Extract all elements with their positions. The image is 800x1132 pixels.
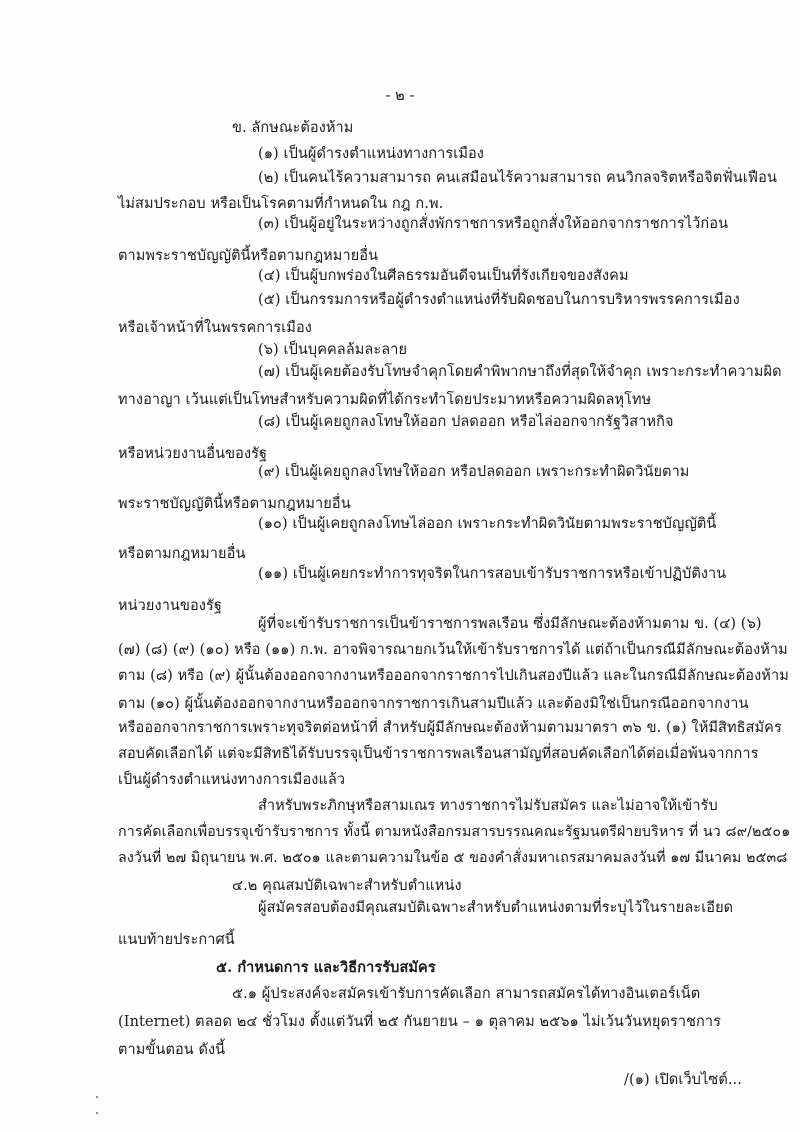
paragraph-line: ผู้สมัครสอบต้องมีคุณสมบัติเฉพาะสำหรับตำแหน่งตามที่ระบุไว้ในรายละเอียด [258,900,734,916]
continuation-note: /(๑) เปิดเว็บไซต์... [624,1072,742,1088]
text-line: หรือตามกฎหมายอื่น [118,546,246,562]
section-heading-prohibited: ข. ลักษณะต้องห้าม [232,120,354,136]
text-line: (๗) เป็นผู้เคยต้องรับโทษจำคุกโดยคำพิพากษาถึงที่สุดให้จำคุก เพราะกระทำความผิด [258,364,782,380]
paragraph-line: ตาม (๘) หรือ (๙) ผู้นั้นต้องออกจากงานหรือออกจากราชการไปเกินสองปีแล้ว และในกรณีมีลักษณะต้องห้าม [118,668,789,684]
text-line: (๖) เป็นบุคคลล้มละลาย [258,342,408,358]
text-line: หรือเจ้าหน้าที่ในพรรคการเมือง [118,320,312,336]
paragraph-line: ลงวันที่ ๒๗ มิถุนายน พ.ศ. ๒๕๐๑ และตามความในข้อ ๕ ของคำสั่งมหาเถรสมาคมลงวันที่ ๑๗ มีนาคม ๒๕๓๘ [118,850,788,866]
text-line: หรือหน่วยงานอื่นของรัฐ [118,446,268,462]
paragraph-line: ตามขั้นตอน ดังนี้ [118,1042,226,1058]
paragraph-line: สอบคัดเลือกได้ แต่จะมีสิทธิได้รับบรรจุเป็นข้าราชการพลเรือนสามัญที่สอบคัดเลือกได้ต่อเมื่อพ้นจากการ [118,746,759,762]
subsection-heading: ๔.๒ คุณสมบัติเฉพาะสำหรับตำแหน่ง [232,878,462,894]
paragraph-line: การคัดเลือกเพื่อบรรจุเข้ารับราชการ ทั้งนี้ ตามหนังสือกรมสารบรรณคณะรัฐมนตรีฝ่ายบริหาร ที่ นว ๘๙/๒๕๐๑ [118,824,791,840]
paragraph-line: หรือออกจากราชการเพราะทุจริตต่อหน้าที่ สำหรับผู้มีลักษณะต้องห้ามตามมาตรา ๓๖ ข. (๑) ให้มีสิทธิสมัคร [118,720,782,736]
section-heading-schedule: ๕. กำหนดการ และวิธีการรับสมัคร [216,959,436,976]
text-line: (๒) เป็นคนไร้ความสามารถ คนเสมือนไร้ความสามารถ คนวิกลจริตหรือจิตฟั่นเฟือน [258,170,777,186]
text-line: (๙) เป็นผู้เคยถูกลงโทษให้ออก หรือปลดออก เพราะกระทำผิดวินัยตาม [258,464,690,480]
text-line: ไม่สมประกอบ หรือเป็นโรคตามที่กำหนดใน กฎ ก.พ. [118,196,444,212]
paragraph-line: สำหรับพระภิกษุหรือสามเณร ทางราชการไม่รับสมัคร และไม่อาจให้เข้ารับ [258,798,718,814]
paragraph-line: ตาม (๑๐) ผู้นั้นต้องออกจากงานหรือออกจากราชการเกินสามปีแล้ว และต้องมิใช่เป็นกรณีออกจากงาน [118,696,749,712]
paragraph-line: ผู้ที่จะเข้ารับราชการเป็นข้าราชการพลเรือน ซึ่งมีลักษณะต้องห้ามตาม ข. (๔) (๖) [258,616,762,632]
scan-speck [96,1112,98,1114]
paragraph-line: แนบท้ายประกาศนี้ [118,932,235,948]
paragraph-line: (Internet) ตลอด ๒๔ ชั่วโมง ตั้งแต่วันที่ ๒๕ กันยายน – ๑ ตุลาคม ๒๕๖๑ ไม่เว้นวันหยุดราชการ [118,1014,722,1030]
text-line: (๑๐) เป็นผู้เคยถูกลงโทษไล่ออก เพราะกระทำผิดวินัยตามพระราชบัญญัตินี้ [258,516,717,532]
text-line: พระราชบัญญัตินี้หรือตามกฎหมายอื่น [118,496,351,512]
text-line: (๑) เป็นผู้ดำรงตำแหน่งทางการเมือง [258,146,484,162]
text-line: (๑๑) เป็นผู้เคยกระทำการทุจริตในการสอบเข้ารับราชการหรือเข้าปฏิบัติงาน [258,566,727,582]
text-line: หน่วยงานของรัฐ [118,598,222,614]
page-number: - ๒ - [385,88,415,104]
text-line: (๔) เป็นผู้บกพร่องในศีลธรรมอันดีจนเป็นที่รังเกียจของสังคม [258,268,629,284]
paragraph-line: เป็นผู้ดำรงตำแหน่งทางการเมืองแล้ว [118,772,346,788]
text-line: (๕) เป็นกรรมการหรือผู้ดำรงตำแหน่งที่รับผิดชอบในการบริหารพรรคการเมือง [258,292,740,308]
text-line: (๘) เป็นผู้เคยถูกลงโทษให้ออก ปลดออก หรือไล่ออกจากรัฐวิสาหกิจ [258,414,674,430]
text-line: ทางอาญา เว้นแต่เป็นโทษสำหรับความผิดที่ได้กระทำโดยประมาทหรือความผิดลหุโทษ [118,392,652,408]
scan-speck [96,1096,98,1098]
paragraph-line: (๗) (๘) (๙) (๑๐) หรือ (๑๑) ก.พ. อาจพิจารณายกเว้นให้เข้ารับราชการได้ แต่ถ้าเป็นกรณีมีลักษณะต้องห้าม [118,642,788,658]
paragraph-line: ๕.๑ ผู้ประสงค์จะสมัครเข้ารับการคัดเลือก สามารถสมัครได้ทางอินเตอร์เน็ต [232,986,701,1002]
text-line: ตามพระราชบัญญัตินี้หรือตามกฎหมายอื่น [118,248,379,264]
text-line: (๓) เป็นผู้อยู่ในระหว่างถูกสั่งพักราชการหรือถูกสั่งให้ออกจากราชการไว้ก่อน [258,216,729,232]
